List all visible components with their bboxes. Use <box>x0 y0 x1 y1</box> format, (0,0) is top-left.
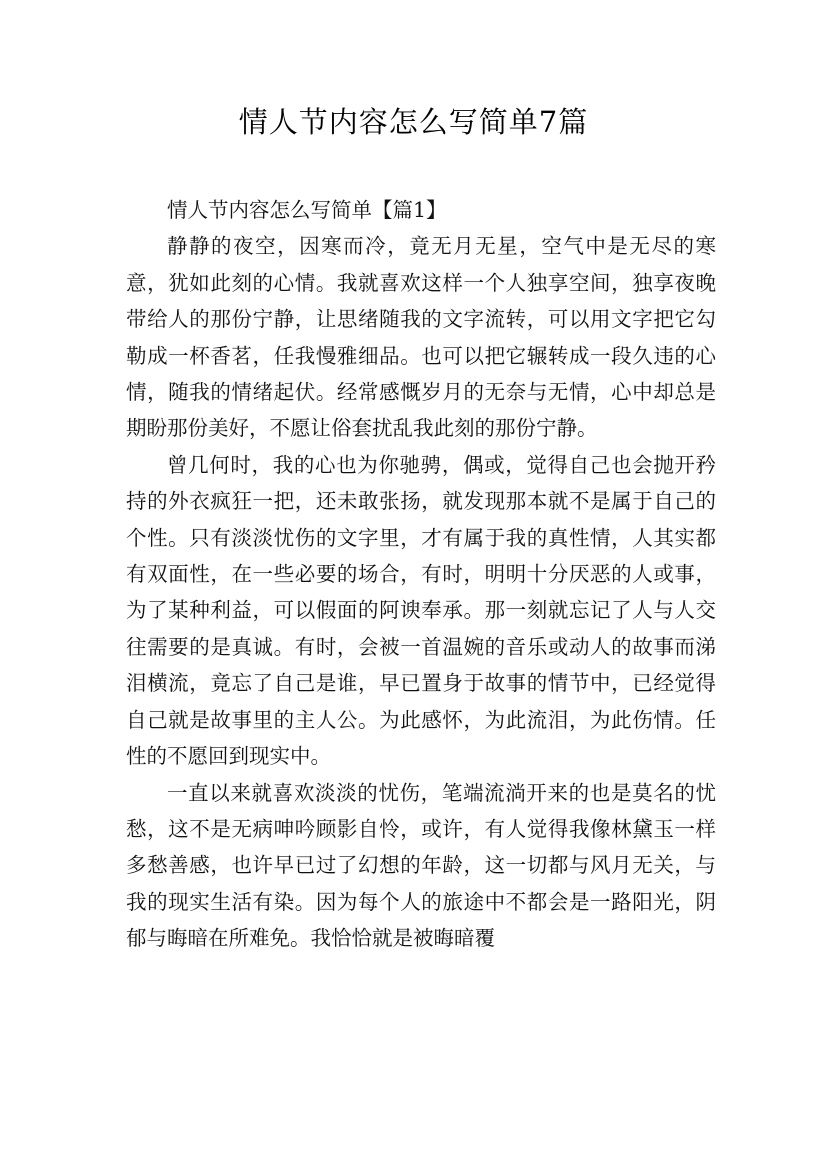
paragraph-1: 静静的夜空，因寒而冷，竟无月无星，空气中是无尽的寒意，犹如此刻的心情。我就喜欢这样一个人独享空间，独享夜晚带给人的那份宁静，让思绪随我的文字流转，可以用文字把它勾勒成一杯香茗，任我慢雅细品。也可以把它辗转成一段久违的心情，随我的情绪起伏。经常感慨岁月的无奈与无情，心中却总是期盼那份美好，不愿让俗套扰乱我此刻的那份宁静。 <box>126 234 716 441</box>
paragraph-2: 曾几何时，我的心也为你驰骋，偶或，觉得自己也会抛开矜持的外衣疯狂一把，还未敢张扬，就发现那本就不是属于自己的个性。只有淡淡忧伤的文字里，才有属于我的真性情，人其实都有双面性，在一些必要的场合，有时，明明十分厌恶的人或事，为了某种利益，可以假面的阿谀奉承。那一刻就忘记了人与人交往需要的是真诚。有时，会被一首温婉的音乐或动人的故事而涕泪横流，竟忘了自己是谁，早已置身于故事的情节中，已经觉得自己就是故事里的主人公。为此感怀，为此流泪，为此伤情。任性的不愿回到现实中。 <box>126 452 716 769</box>
section-heading: 情人节内容怎么写简单【篇1】 <box>167 198 447 222</box>
document-body <box>126 192 716 957</box>
document-title: 情人节内容怎么写简单7篇 <box>238 105 589 139</box>
paragraph-3: 一直以来就喜欢淡淡的忧伤，笔端流淌开来的也是莫名的忧愁，这不是无病呻吟顾影自怜，或许，有人觉得我像林黛玉一样多愁善感，也许早已过了幻想的年龄，这一切都与风月无关，与我的现实生活有染。因为每个人的旅途中不都会是一路阳光，阴郁与晦暗在所难免。我恰恰就是被晦暗覆 <box>126 780 716 951</box>
